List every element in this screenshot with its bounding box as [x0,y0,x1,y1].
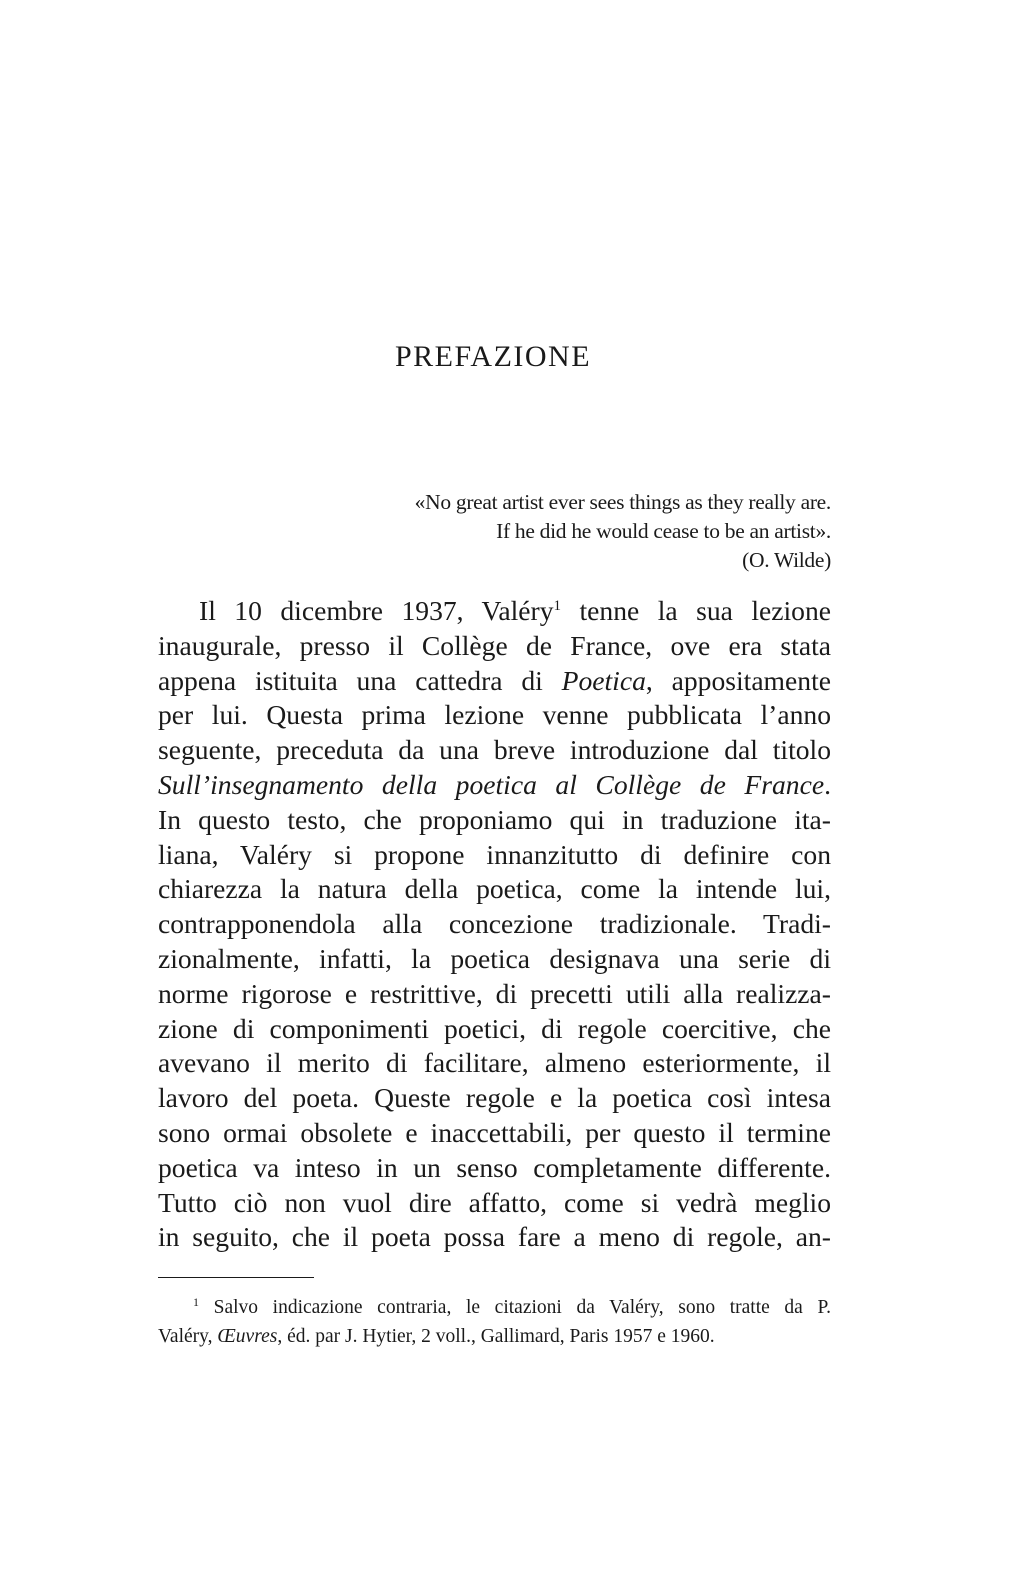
chapter-title: PREFAZIONE [394,340,592,373]
italic-work-title: Œuvres [217,1326,278,1347]
text-line: seguente, preceduta da una breve introduzione dal titolo [158,734,831,766]
footnote-line: Valéry, Œuvres, éd. par J. Hytier, 2 voll., Gallimard, Paris 1957 e 1960. [158,1326,715,1347]
italic-title: Sull’insegnamento della poetica al Collège de France [158,768,825,800]
text-line: in seguito, che il poeta possa fare a meno di regole, an- [158,1221,831,1253]
text-line: contrapponendola alla concezione tradizionale. Tradi- [158,908,831,940]
epigraph-line-2: If he did he would cease to be an artist». [496,519,831,543]
footnote-marker: 1 [193,1295,199,1309]
text-line: liana, Valéry si propone innanzitutto di definire con [158,838,831,870]
text-line: In questo testo, che proponiamo qui in traduzione ita- [158,803,831,835]
epigraph-line-1: «No great artist ever sees things as they really are. [414,490,831,514]
text-line: Sull’insegnamento della poetica al Collège de France. [158,768,831,800]
epigraph [250,488,831,575]
text-line: per lui. Questa prima lezione venne pubblicata l’anno [158,699,831,731]
footnote [158,1293,831,1351]
text-line: zionalmente, infatti, la poetica designava una serie di [158,942,831,974]
text-line: poetica va inteso in un senso completamente differente. [158,1151,831,1183]
epigraph-attribution: (O. Wilde) [742,548,831,572]
text-line: Tutto ciò non vuol dire affatto, come si vedrà meglio [158,1186,831,1218]
text-line: norme rigorose e restrittive, di precetti utili alla realizza- [158,977,831,1009]
footnote-line: $^1$ Salvo indicazione contraria, le citazioni da Valéry, sono tratte da P. [193,1295,831,1318]
preface-paragraph [158,594,831,1255]
italic-term: Poetica [561,664,646,696]
text-line: chiarezza la natura della poetica, come la intende lui, [158,873,831,905]
text-line: avevano il merito di facilitare, almeno esteriormente, il [158,1047,831,1079]
text-line: Il 10 dicembre 1937, Valéry$^1$ tenne la sua lezione [199,595,831,626]
text-line: sono ormai obsolete e inaccettabili, per questo il termine [158,1116,831,1148]
footnote-divider [158,1277,314,1278]
text-line: lavoro del poeta. Queste regole e la poetica così intesa [158,1082,831,1114]
text-line: zione di componimenti poetici, di regole coercitive, che [158,1012,831,1044]
text-line: appena istituita una cattedra di Poetica, appositamente [158,664,831,696]
footnote-reference[interactable]: 1 [553,598,562,614]
text-line: inaugurale, presso il Collège de France, ove era stata [158,629,831,661]
